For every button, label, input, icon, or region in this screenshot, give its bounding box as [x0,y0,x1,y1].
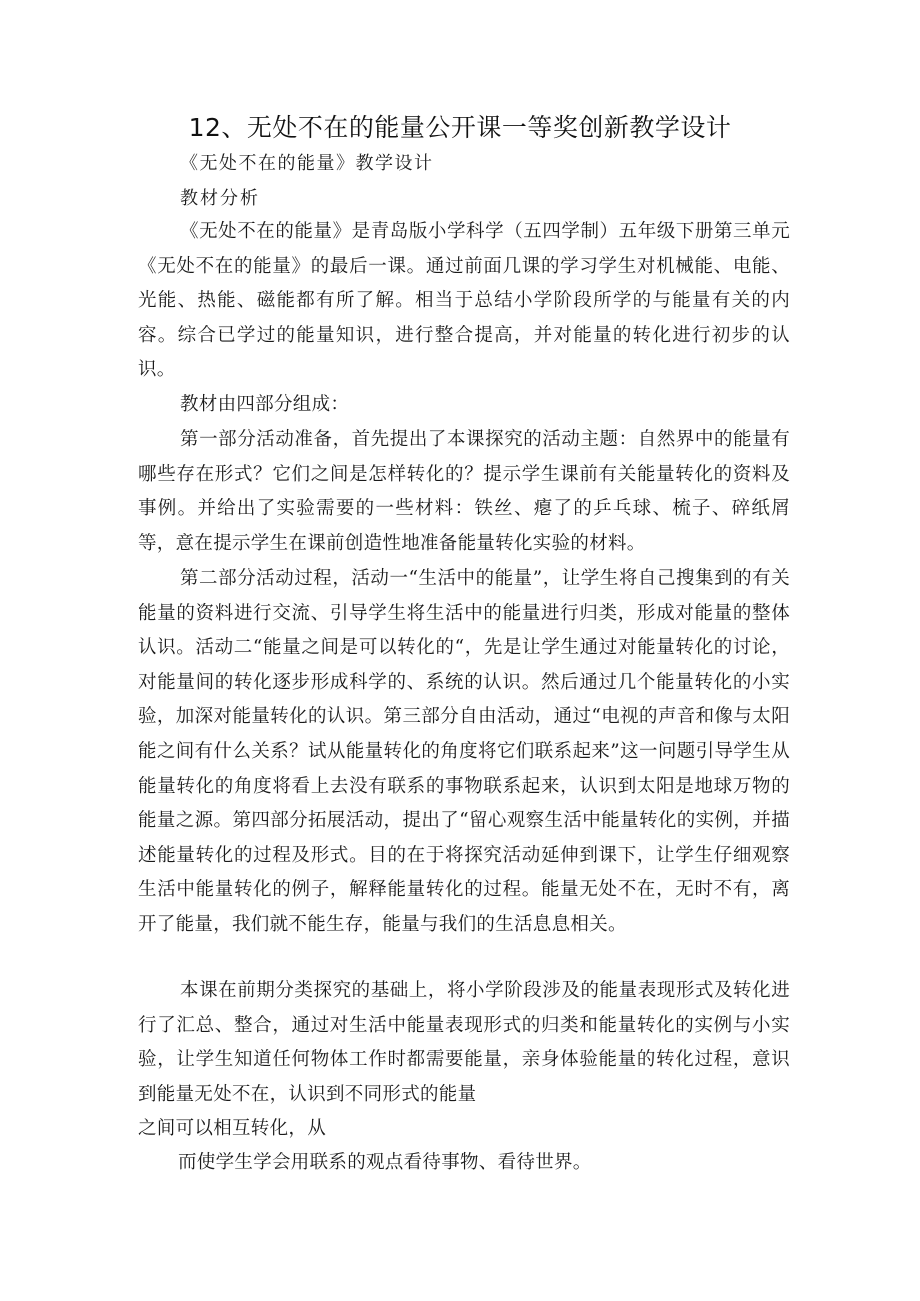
text-line: 之间可以相互转化，从 [138,1118,327,1139]
text-line: 而使学生学会用联系的观点看待事物、看待世界。 [178,1152,592,1173]
document-title: 12、无处不在的能量公开课一等奖创新教学设计 [188,113,732,142]
paragraph: 本课在前期分类探究的基础上，将小学阶段涉及的能量表现形式及转化进行了汇总、整合，通过对生活中能量表现形式的归类和能量转化的实例与小实验，让学生知道任何物体工作时都需要能量，亲身体验能量的转化过程，意识到能量无处不在，认识到不同形式的能量 [138,980,790,1105]
section-heading: 教材分析 [180,188,260,209]
paragraph: 教材由四部分组成： [180,394,350,415]
paragraph: 第二部分活动过程，活动一“生活中的能量”，让学生将自己搜集到的有关能量的资料进行交流、引导学生将生活中的能量进行归类，形成对能量的整体认识。活动二“能量之间是可以转化的“，先是让学生通过对能量转化的讨论，对能量间的转化逐步形成科学的、系统的认识。然后通过几个能量转化的小实验，加深对能量转化的认识。第三部分自由活动，通过“电视的声音和像与太阳能之间有什么关系？试从能量转化的角度将它们联系起来”这一问题引导学生从能量转化的角度将看上去没有联系的事物联系起来，认识到太阳是地球万物的能量之源。第四部分拓展活动，提出了“留心观察生活中能量转化的实例，并描述能量转化的过程及形式。目的在于将探究活动延伸到课下，让学生仔细观察生活中能量转化的例子，解释能量转化的过程。能量无处不在，无时不有，离开了能量，我们就不能生存，能量与我们的生活息息相关。 [138,568,790,935]
paragraph: 第一部分活动准备，首先提出了本课探究的活动主题：自然界中的能量有哪些存在形式？它们之间是怎样转化的？提示学生课前有关能量转化的资料及事例。并给出了实验需要的一些材料：铁丝、瘪了的乒乓球、梳子、碎纸屑等，意在提示学生在课前创造性地准备能量转化实验的材料。 [138,429,790,554]
document-subtitle: 《无处不在的能量》教学设计 [180,153,434,174]
paragraph: 《无处不在的能量》是青岛版小学科学（五四学制）五年级下册第三单元《无处不在的能量》的最后一课。通过前面几课的学习学生对机械能、电能、光能、热能、磁能都有所了解。相当于总结小学阶段所学的与能量有关的内容。综合已学过的能量知识，进行整合提高，并对能量的转化进行初步的认识。 [138,221,790,381]
